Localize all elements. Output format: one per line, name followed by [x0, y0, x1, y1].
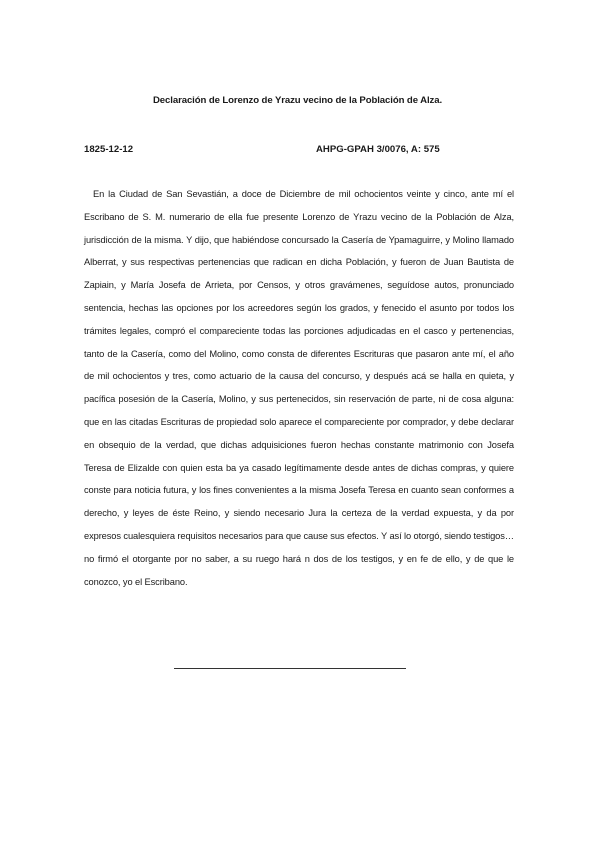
signature-line: [174, 668, 406, 669]
document-date: 1825-12-12: [84, 144, 134, 155]
archive-reference: AHPG-GPAH 3/0076, A: 575: [316, 144, 440, 155]
document-title: Declaración de Lorenzo de Yrazu vecino de la Población de Alza.: [152, 95, 443, 106]
document-body: En la Ciudad de San Sevastián, a doce de Diciembre de mil ochocientos veinte y cinco, ante mí el Escribano de S. M. numerario de ella fue presente Lorenzo de Yrazu vecino de la Población de Alza, jurisdicción de la misma. Y dijo, que habiéndose concursado la Casería de Ypamaguirre, y Molino llamado Alberrat, y sus respectivas pertenencias que radican en dicha Población, y fueron de Juan Bautista de Zapiain, y María Josefa de Arrieta, por Censos, y otros gravámenes, seguídose autos, pronunciado sentencia, hechas las opciones por los acreedores según los grados, y fenecido el asunto por todos los trámites legales, compró el compareciente todas las porciones adjudicadas en el casco y pertenencias, tanto de la Casería, como del Molino, como consta de diferentes Escrituras que pasaron ante mí, el año de mil ochocientos y tres, como actuario de la causa del concurso, y después acá se halla en quieta, y pacífica posesión de la Casería, Molino, y sus pertenecidos, sin reservación de parte, ni de cosa alguna: que en las citadas Escrituras de propiedad solo aparece el compareciente por comprador, y debe declarar en obsequio de la verdad, que dichas adquisiciones fueron hechas constante matrimonio con Josefa Teresa de Elizalde con quien esta ba ya casado legítimamente desde antes de dichas compras, y quiere conste para noticia futura, y los fines convenientes a la misma Josefa Teresa en cuanto sean conformes a derecho, y leyes de éste Reino, y siendo necesario Jura la certeza de la verdad expuesta, y da por expresos cualesquiera requisitos necesarios para que cause sus efectos. Y así lo otorgó, siendo testigos…no firmó el otorgante por no saber, a su ruego hará n dos de los testigos, y en fe de ello, y de que le conozco, yo el Escribano.: [84, 189, 514, 587]
